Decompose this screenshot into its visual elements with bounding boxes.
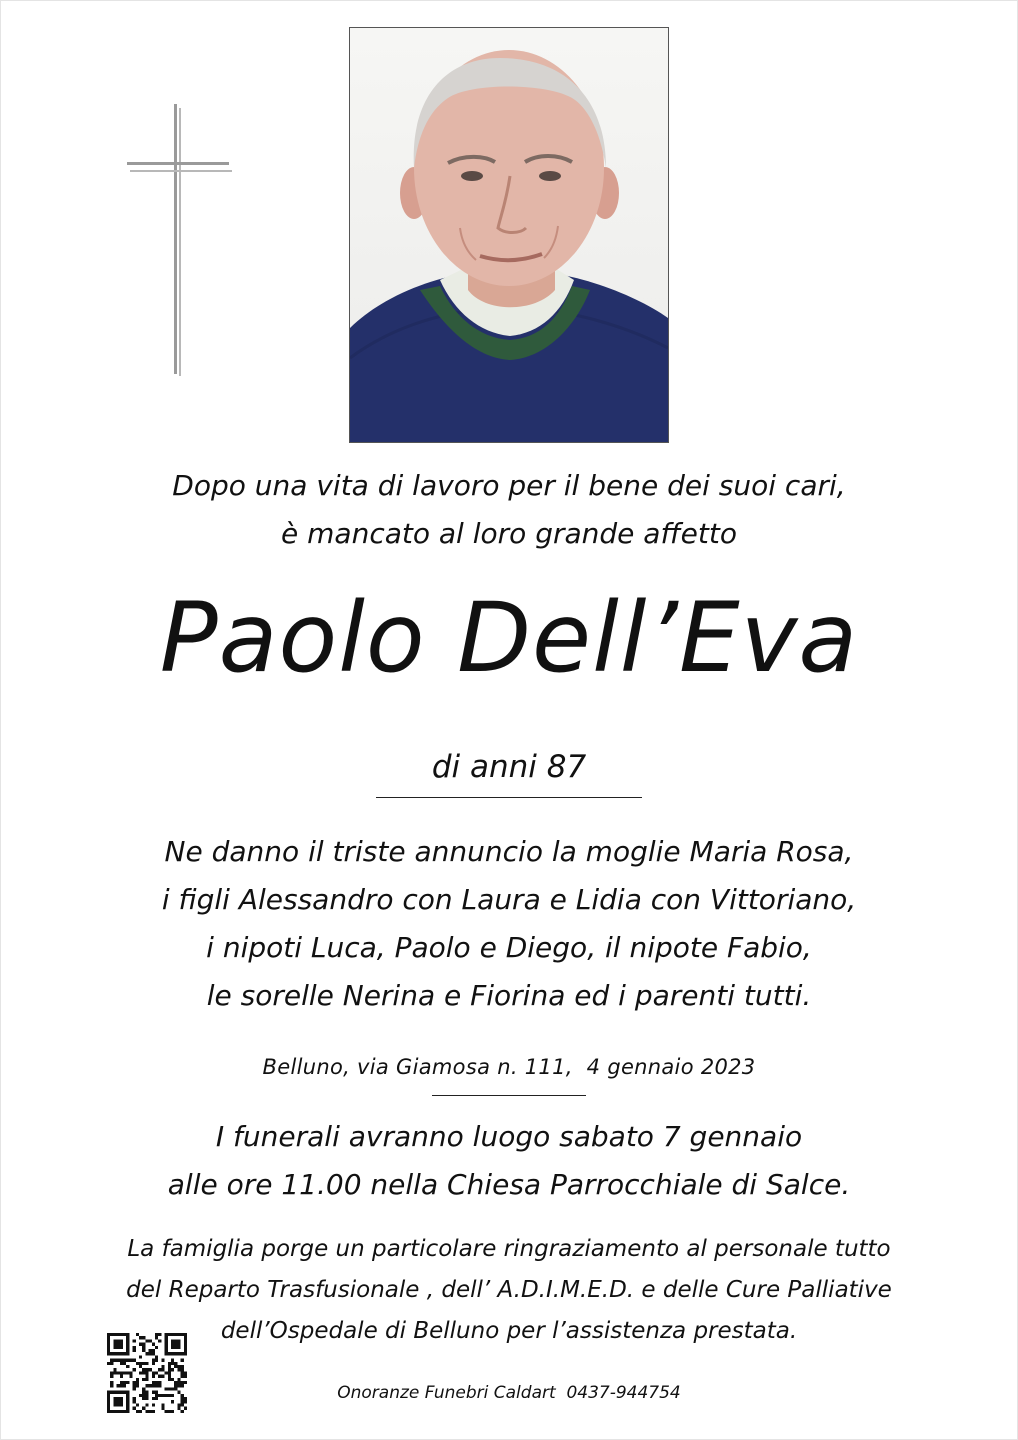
place-date: Belluno, via Giamosa n. 111, 4 gennaio 2023 bbox=[262, 1055, 756, 1079]
family-line-4: le sorelle Nerina e Fiorina ed i parenti tutti. bbox=[206, 979, 812, 1012]
deceased-age: di anni 87 bbox=[431, 749, 587, 785]
thanks-line-3: dell’Ospedale di Belluno per l’assistenza prestata. bbox=[220, 1318, 798, 1344]
divider-age bbox=[376, 797, 642, 798]
divider-place bbox=[432, 1095, 586, 1096]
funeral-info bbox=[0, 1113, 1018, 1209]
funeral-line-1: I funerali avranno luogo sabato 7 gennaio bbox=[215, 1120, 803, 1153]
portrait-photo bbox=[349, 27, 669, 443]
cross-icon bbox=[124, 100, 234, 380]
family-line-3: i nipoti Luca, Paolo e Diego, il nipote Fabio, bbox=[206, 931, 812, 964]
deceased-name: Paolo Dell’Eva bbox=[159, 582, 859, 694]
intro-text bbox=[0, 462, 1018, 558]
family-announcement bbox=[0, 828, 1018, 1020]
thanks-line-1: La famiglia porge un particolare ringraziamento al personale tutto bbox=[127, 1236, 891, 1262]
family-line-2: i figli Alessandro con Laura e Lidia con Vittoriano, bbox=[161, 883, 857, 916]
funeral-home-footer: Onoranze Funebri Caldart 0437-944754 bbox=[337, 1383, 681, 1403]
intro-line-2: è mancato al loro grande affetto bbox=[281, 517, 737, 550]
funeral-line-2: alle ore 11.00 nella Chiesa Parrocchiale di Salce. bbox=[167, 1168, 851, 1201]
intro-line-1: Dopo una vita di lavoro per il bene dei suoi cari, bbox=[172, 469, 846, 502]
family-line-1: Ne danno il triste annuncio la moglie Maria Rosa, bbox=[164, 835, 854, 868]
thanks-line-2: del Reparto Trasfusionale , dell’ A.D.I.M.E.D. e delle Cure Palliative bbox=[126, 1277, 892, 1303]
